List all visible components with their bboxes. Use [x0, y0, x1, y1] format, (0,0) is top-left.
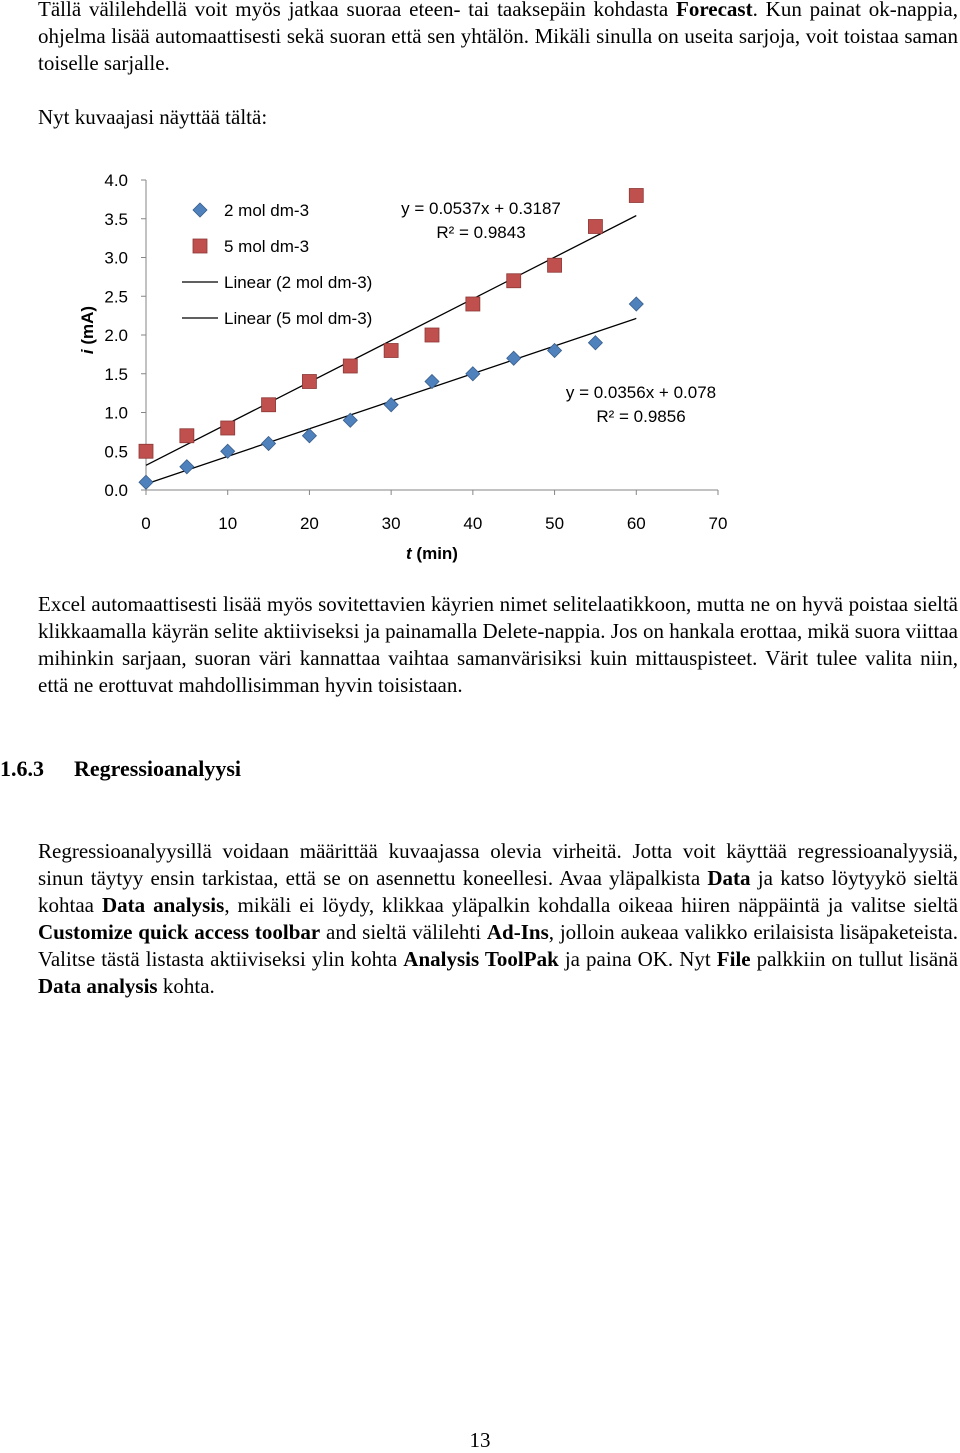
legend-note-paragraph [38, 591, 958, 699]
x-axis-title: t (min) [406, 544, 458, 563]
y-tick-label: 4.0 [104, 171, 128, 190]
trendline-equation: y = 0.0537x + 0.3187 [401, 199, 561, 218]
y-axis-title: i (mA) [78, 305, 97, 355]
trendline-equation: y = 0.0356x + 0.078 [565, 383, 717, 402]
text-run: , mikäli ei löydy, klikkaa yläpalkin kohdalla oikeaa hiiren näppäintä ja valitse sieltä [224, 893, 958, 917]
bold-term: Ad-Ins [486, 920, 549, 944]
legend-label: 2 mol dm-3 [224, 201, 310, 220]
legend-label: Linear (2 mol dm-3) [224, 273, 373, 292]
regression-paragraph [38, 838, 958, 1000]
y-tick-label: 0.5 [104, 442, 128, 462]
text-run: . Kun painat ok-nappia, ohjelma lisää automaattisesti sekä suoran että sen yhtälön. Mikäli sinulla on useita sarjoja, voit toistaa saman toiselle sarjalle. [38, 0, 958, 75]
diamond-point [262, 437, 276, 451]
y-tick-label: 2.5 [104, 287, 128, 307]
x-tick-label: 20 [299, 514, 319, 533]
legend-marker-2 [193, 239, 207, 253]
y-tick-label: 0.0 [104, 481, 128, 500]
square-point [425, 328, 439, 342]
bold-term: Data [707, 866, 751, 890]
x-tick-label: 0 [141, 514, 151, 533]
chart-intro-paragraph [38, 104, 958, 131]
tick-labels [104, 171, 727, 533]
square-point [629, 189, 643, 203]
section-number: 1.6.3 [0, 756, 44, 781]
square-point [384, 344, 398, 358]
diamond-point [588, 336, 602, 350]
y-tick-label: 1.0 [104, 403, 128, 423]
diamond-point [507, 351, 521, 365]
text-run: palkkiin on tullut lisänä [750, 947, 958, 971]
square-point [548, 258, 562, 272]
text-run: Tällä välilehdellä voit myös jatkaa suoraa eteen- tai taaksepäin kohdasta [38, 0, 676, 21]
text-run: Regressioanalyysillä voidaan määrittää kuvaajassa olevia virheitä. Jotta voit käyttää regressioanalyysiä, sinun täytyy ensin tarkistaa, että se on asennettu koneellesi. Avaa yläpalkista [38, 839, 958, 890]
y-tick-label: 3.0 [104, 248, 128, 268]
diamond-point [629, 297, 643, 311]
data-points [139, 189, 643, 490]
chart-legend [182, 201, 372, 328]
x-tick-label: 40 [463, 514, 483, 533]
square-point [302, 375, 316, 389]
y-tick-label: 2.0 [104, 326, 128, 345]
square-point [139, 444, 153, 458]
x-tick-label: 30 [381, 514, 401, 533]
text-run: kohta. [157, 974, 215, 998]
bold-term: Customize quick access toolbar [38, 920, 321, 944]
text-run: ja paina OK. Nyt [558, 947, 717, 971]
current-time-chart [0, 160, 960, 580]
section-heading [0, 756, 241, 782]
square-point [588, 220, 602, 234]
bold-term: Data analysis [101, 893, 225, 917]
bold-term: Forecast [676, 0, 753, 21]
bold-term: Analysis ToolPak [403, 947, 559, 971]
y-tick-label: 1.5 [104, 364, 128, 384]
text-run: Excel automaattisesti lisää myös sovitettavien käyrien nimet selitelaatikkoon, mutta ne on hyvä poistaa sieltä klikkaamalla käyrän selite aktiiviseksi ja painamalla Delete-nappia. Jos on hankala erottaa, mikä suora viittaa mihinkin sarjaan, suoran väri kannattaa vaihtaa samanvärisiksi kuin mittauspisteet. Värit tulee valita niin, että ne erottuvat mahdollisimman hyvin toisistaan. [38, 592, 958, 697]
diamond-point [139, 475, 153, 489]
bold-term: Data analysis [38, 974, 158, 998]
y-tick-label: 3.5 [104, 209, 128, 229]
diamond-point [343, 413, 357, 427]
x-tick-label: 10 [218, 514, 238, 533]
bold-term: File [716, 947, 751, 971]
text-run: Nyt kuvaajasi näyttää tältä: [38, 105, 268, 129]
square-point [466, 297, 480, 311]
trendline-2 [146, 216, 636, 466]
diamond-point [466, 367, 480, 381]
x-tick-label: 60 [626, 514, 646, 533]
trendline-r2: R² = 0.9856 [596, 407, 686, 426]
page-number: 13 [469, 1428, 491, 1452]
square-point [343, 359, 357, 373]
text-run: ja katso löytyykö sieltä kohtaa [38, 866, 958, 917]
x-tick-label: 70 [708, 514, 728, 533]
section-title: Regressioanalyysi [74, 756, 242, 781]
legend-label: 5 mol dm-3 [224, 237, 310, 256]
legend-marker-1 [193, 203, 207, 217]
trendline-r2: R² = 0.9843 [436, 223, 526, 242]
x-tick-label: 50 [545, 514, 565, 533]
legend-label: Linear (5 mol dm-3) [224, 309, 373, 328]
text-run: , jolloin aukeaa valikko erilaisista lisäpaketeista. Valitse tästä listasta aktiiviseksi ylin kohta [38, 920, 958, 971]
intro-paragraph [38, 0, 958, 77]
trendline-equations [401, 199, 716, 426]
square-point [180, 429, 194, 443]
square-point [262, 398, 276, 412]
diamond-point [548, 344, 562, 358]
text-run: and sieltä välilehti [320, 920, 487, 944]
diamond-point [221, 444, 235, 458]
square-point [221, 421, 235, 435]
square-point [507, 274, 521, 288]
